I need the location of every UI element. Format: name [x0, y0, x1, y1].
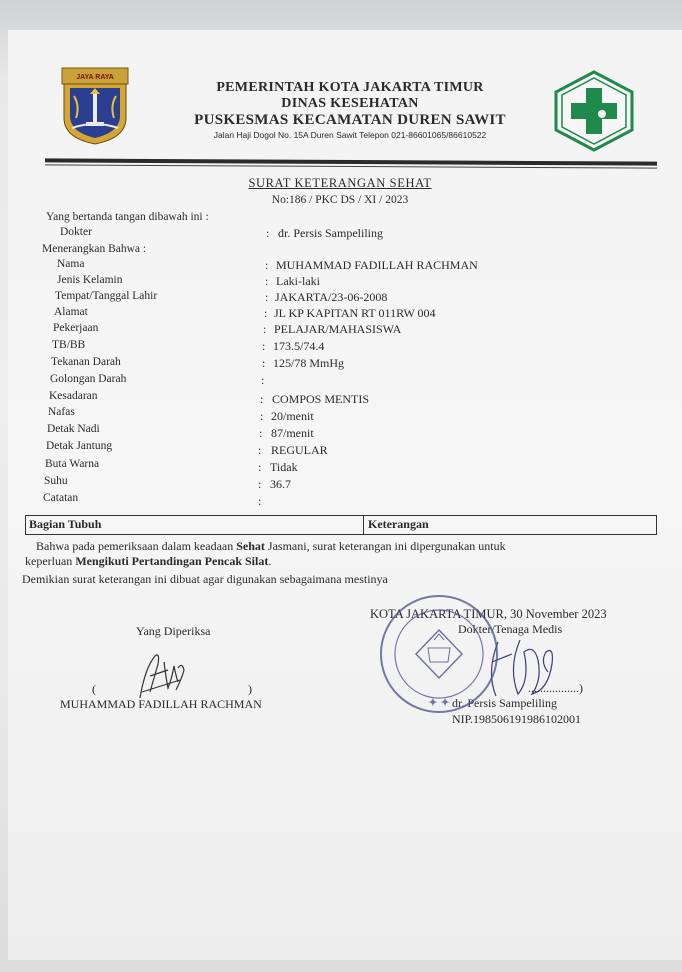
- doctor-value: dr. Persis Sampeliling: [278, 226, 383, 240]
- field-value-nama: MUHAMMAD FADILLAH RACHMAN: [276, 258, 478, 272]
- field-value-suhu: 36.7: [270, 477, 291, 491]
- field-label-alamat: Alamat: [54, 306, 88, 318]
- header-line-3: PUSKESMAS KECAMATAN DUREN SAWIT: [194, 112, 506, 128]
- field-label-catatan: Catatan: [43, 492, 79, 504]
- place-date: KOTA JAKARTA TIMUR, 30 November 2023: [370, 607, 607, 621]
- field-value-tb-bb: 173.5/74.4: [273, 339, 325, 353]
- header-address: Jalan Haji Dogol No. 15A Duren Sawit Telepon 021-86601065/86610522: [213, 130, 487, 140]
- field-value-pekerjaan: PELAJAR/MAHASISWA: [274, 322, 402, 336]
- official-stamp: [378, 584, 500, 724]
- field-label-detak-jantung: Detak Jantung: [46, 440, 113, 452]
- doctor-role: Dokter/Tenaga Medis: [458, 622, 563, 636]
- field-colon: :: [260, 409, 264, 423]
- statement-sehat: Sehat: [236, 539, 265, 553]
- field-value-jenis-kelamin: Laki-laki: [276, 274, 320, 288]
- table-header-keterangan: Keterangan: [368, 517, 429, 531]
- doctor-colon: :: [266, 226, 270, 240]
- puskesmas-logo: [552, 70, 636, 152]
- document-paper: [8, 30, 682, 960]
- field-value-detak-nadi: 87/menit: [271, 426, 314, 440]
- field-label-jenis-kelamin: Jenis Kelamin: [57, 274, 123, 286]
- svg-text:JAYA RAYA: JAYA RAYA: [76, 74, 114, 81]
- field-label-pekerjaan: Pekerjaan: [53, 322, 99, 334]
- field-value-ttl: JAKARTA/23-06-2008: [275, 290, 388, 304]
- field-colon: :: [265, 258, 269, 272]
- field-colon: :: [262, 339, 266, 353]
- field-colon: :: [262, 356, 266, 370]
- field-colon: :: [265, 290, 269, 304]
- field-colon: :: [259, 426, 263, 440]
- explains-text: Menerangkan Bahwa :: [42, 243, 147, 255]
- field-colon: :: [260, 392, 264, 406]
- field-label-ttl: Tempat/Tanggal Lahir: [55, 290, 158, 302]
- field-value-kesadaran: COMPOS MENTIS: [272, 392, 370, 406]
- field-value-buta-warna: Tidak: [270, 460, 298, 474]
- field-colon: :: [258, 443, 262, 457]
- document-title: SURAT KETERANGAN SEHAT: [248, 176, 432, 190]
- examinee-paren-open: (: [92, 682, 96, 696]
- header-line-2: DINAS KESEHATAN: [281, 96, 419, 111]
- field-colon: :: [258, 477, 262, 491]
- doctor-label: Dokter: [60, 226, 92, 238]
- header-line-1: PEMERINTAH KOTA JAKARTA TIMUR: [216, 80, 484, 95]
- statement-purpose: Mengikuti Pertandingan Pencak Silat: [75, 554, 269, 568]
- field-label-tb-bb: TB/BB: [52, 339, 86, 351]
- closing-text: Demikian surat keterangan ini dibuat agar digunakan sebagaimana mestinya: [22, 572, 388, 586]
- examinee-paren-close: ): [248, 682, 252, 696]
- statement-text: keperluan: [25, 554, 76, 568]
- field-colon: :: [261, 373, 265, 387]
- table-header-bagian-tubuh: Bagian Tubuh: [29, 517, 102, 531]
- statement-line-2: [25, 554, 271, 569]
- field-label-tekanan-darah: Tekanan Darah: [51, 356, 121, 368]
- field-label-buta-warna: Buta Warna: [45, 458, 100, 470]
- field-value-nafas: 20/menit: [271, 409, 314, 423]
- field-label-kesadaran: Kesadaran: [49, 390, 98, 402]
- document-number: No:186 / PKC DS / XI / 2023: [271, 194, 409, 206]
- field-value-tekanan-darah: 125/78 MmHg: [273, 356, 345, 370]
- doctor-paren-close: .................): [528, 681, 583, 695]
- doctor-nip: NIP.198506191986102001: [452, 712, 582, 726]
- body-part-table: [25, 515, 657, 535]
- statement-line-1: [36, 539, 506, 554]
- field-colon: :: [263, 322, 267, 336]
- statement-text: .: [268, 554, 272, 568]
- table-divider: [363, 516, 364, 534]
- field-value-alamat: JL KP KAPITAN RT 011RW 004: [274, 306, 436, 320]
- field-label-nafas: Nafas: [48, 406, 75, 418]
- intro-text: Yang bertanda tangan dibawah ini :: [46, 211, 209, 223]
- examinee-name: MUHAMMAD FADILLAH RACHMAN: [60, 697, 262, 711]
- field-colon: :: [258, 460, 262, 474]
- field-colon: :: [265, 274, 269, 288]
- field-label-nama: Nama: [57, 258, 85, 270]
- statement-text: Bahwa pada pemeriksaan dalam keadaan: [36, 539, 237, 553]
- doctor-sign-name: dr. Persis Sampeliling: [452, 696, 557, 710]
- field-label-golongan-darah: Golongan Darah: [50, 373, 127, 385]
- statement-text: Jasmani, surat keterangan ini dipergunakan untuk: [264, 539, 506, 553]
- field-colon: :: [258, 494, 262, 508]
- field-label-suhu: Suhu: [44, 475, 68, 487]
- svg-text:✦ ✦: ✦ ✦: [428, 697, 450, 709]
- field-value-detak-jantung: REGULAR: [271, 443, 328, 457]
- field-colon: :: [264, 306, 268, 320]
- jakarta-crest-logo: [60, 66, 130, 146]
- examinee-label: Yang Diperiksa: [136, 624, 211, 638]
- field-label-detak-nadi: Detak Nadi: [47, 423, 100, 435]
